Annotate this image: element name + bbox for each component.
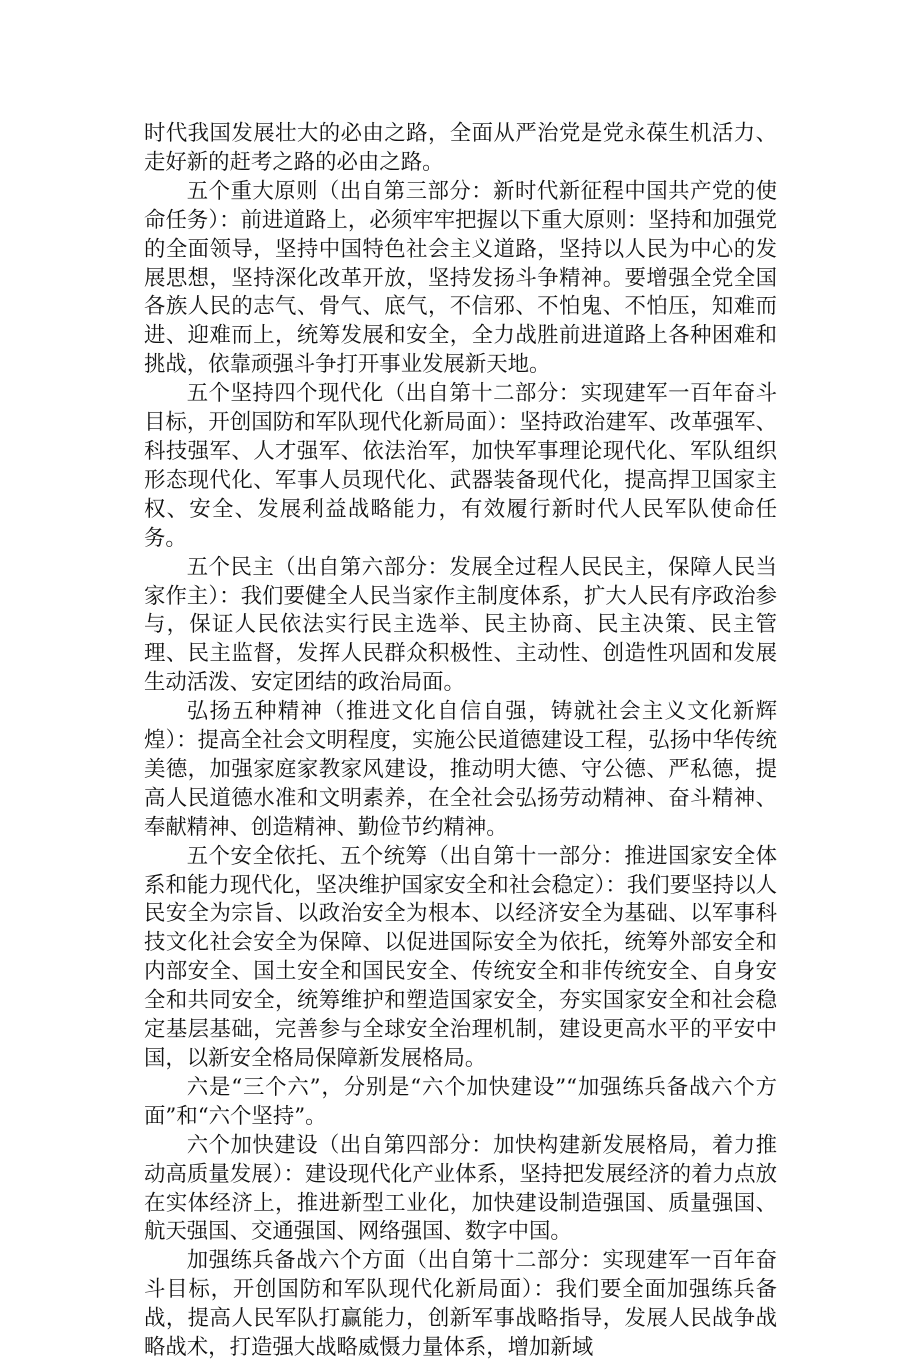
document-body xyxy=(144,120,777,1363)
paragraph-4: 五个民主（出自第六部分：发展全过程人民民主，保障人民当家作主）：我们要健全人民当家作主制度体系，扩大人民有序政治参与，保证人民依法实行民主选举、民主协商、民主决策、民主管理、民主监督，发挥人民群众积极性、主动性、创造性巩固和发展生动活泼、安定团结的政治局面。 xyxy=(144,554,777,696)
paragraph-2: 五个重大原则（出自第三部分：新时代新征程中国共产党的使命任务）：前进道路上，必须牢牢把握以下重大原则：坚持和加强党的全面领导，坚持中国特色社会主义道路，坚持以人民为中心的发展思想，坚持深化改革开放，坚持发扬斗争精神。要增强全党全国各族人民的志气、骨气、底气，不信邪、不怕鬼、不怕压，知难而进、迎难而上，统筹发展和安全，全力战胜前进道路上各种困难和挑战，依靠顽强斗争打开事业发展新天地。 xyxy=(144,178,777,378)
paragraph-8: 六个加快建设（出自第四部分：加快构建新发展格局，着力推动高质量发展）：建设现代化产业体系，坚持把发展经济的着力点放在实体经济上，推进新型工业化，加快建设制造强国、质量强国、航天强国、交通强国、网络强国、数字中国。 xyxy=(144,1132,777,1245)
paragraph-7: 六是“三个六”，分别是“六个加快建设”“加强练兵备战六个方面”和“六个坚持”。 xyxy=(144,1074,777,1129)
paragraph-5: 弘扬五种精神（推进文化自信自强，铸就社会主义文化新辉煌）：提高全社会文明程度，实施公民道德建设工程，弘扬中华传统美德，加强家庭家教家风建设，推动明大德、守公德、严私德，提高人民道德水准和文明素养，在全社会弘扬劳动精神、奋斗精神、奉献精神、创造精神、勤俭节约精神。 xyxy=(144,699,777,840)
paragraph-1: 时代我国发展壮大的必由之路，全面从严治党是党永葆生机活力、走好新的赶考之路的必由之路。 xyxy=(144,121,777,175)
paragraph-3: 五个坚持四个现代化（出自第十二部分：实现建军一百年奋斗目标，开创国防和军队现代化新局面）：坚持政治建军、改革强军、科技强军、人才强军、依法治军，加快军事理论现代化、军队组织形态现代化、军事人员现代化、武器装备现代化，提高捍卫国家主权、安全、发展利益战略能力，有效履行新时代人民军队使命任务。 xyxy=(144,381,777,551)
paragraph-6: 五个安全依托、五个统筹（出自第十一部分：推进国家安全体系和能力现代化，坚决维护国家安全和社会稳定）：我们要坚持以人民安全为宗旨、以政治安全为根本、以经济安全为基础、以军事科技文化社会安全为保障、以促进国际安全为依托，统筹外部安全和内部安全、国土安全和国民安全、传统安全和非传统安全、自身安全和共同安全，统筹维护和塑造国家安全，夯实国家安全和社会稳定基层基础，完善参与全球安全治理机制，建设更高水平的平安中国，以新安全格局保障新发展格局。 xyxy=(144,843,777,1071)
paragraph-9: 加强练兵备战六个方面（出自第十二部分：实现建军一百年奋斗目标，开创国防和军队现代化新局面）：我们要全面加强练兵备战，提高人民军队打赢能力，创新军事战略指导，发展人民战争战略战术，打造强大战略威慑力量体系，增加新域 xyxy=(144,1248,777,1361)
